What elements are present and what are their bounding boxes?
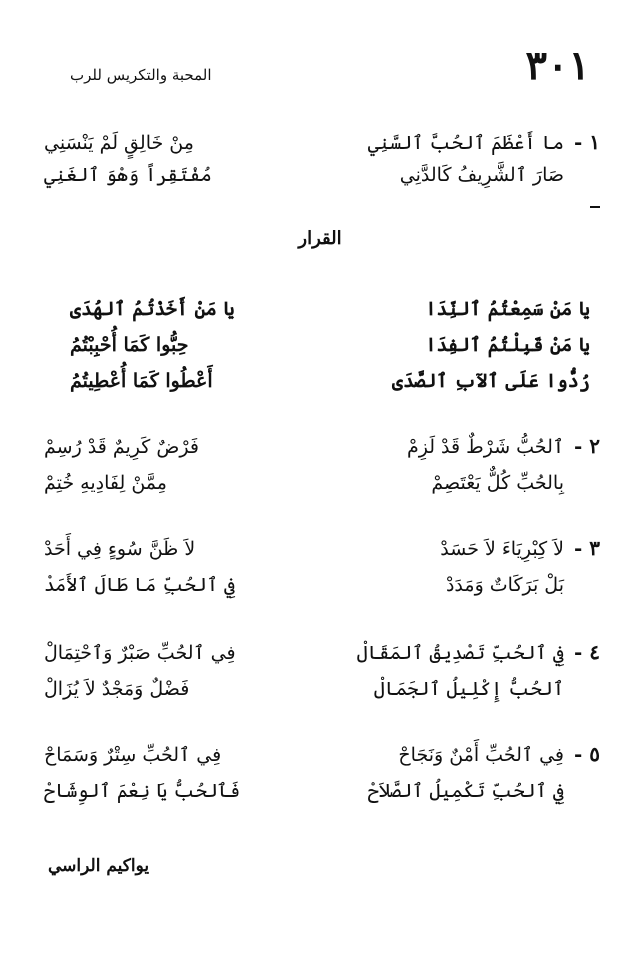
first-hemistich: بَلْ بَرَكَاتٌ وَمَدَدْ [445,574,564,596]
first-hemistich: بِالحُبِّ كُلٌّ يَعْتَصِمْ [431,472,564,494]
stanza-number: ٢ - [573,434,600,458]
stanza-number: ١ - [573,130,600,154]
first-hemistich: فِي ٱلحُبِّ تَكْمِيلُ ٱلصَّلاَحْ [367,780,564,802]
verse-line [44,672,564,706]
verse-line [44,532,564,566]
verse-line [44,430,564,464]
first-hemistich: فِي ٱلحُبِّ أَمْنٌ وَنَجَاحْ [398,744,564,766]
verse-line [70,364,590,398]
first-hemistich: صَارَ ٱلشَّرِيفُ كَالدَّنِي [399,164,564,186]
author-name: يواكيم الراسي [48,856,150,876]
first-hemistich: ما أَعْظَمَ ٱلحُبَّ ٱلسَّنِي [367,132,564,154]
verse-line [44,568,564,602]
refrain-title: القرار [298,228,342,249]
second-hemistich: يا مَنْ أَخَذْتُمُ ٱلهُدَى [70,298,235,320]
second-hemistich: فِي ٱلحُبِّ سِتْرٌ وَسَمَاحْ [44,744,222,766]
verse-line [70,292,590,326]
second-hemistich: فَرْضٌ كَرِيمٌ قَدْ رُسِمْ [44,436,199,458]
verse-line [44,636,564,670]
second-hemistich: حِبُّوا كَمَا أُحْبِبْتُمُ [70,334,189,356]
first-hemistich: ٱلحُبُّ إِكْلِيلُ ٱلجَمَالْ [373,678,564,700]
first-hemistich: يا مَنْ قَبِلْتُمُ ٱلفِدَا [425,334,590,356]
verse-line [44,774,564,808]
verse-line [44,738,564,772]
stanza-number: ٥ - [573,742,600,766]
first-hemistich: ٱلحُبُّ شَرْطٌ قَدْ لَزِمْ [406,436,564,458]
second-hemistich: مِمَّنْ لِفَادِيهِ خُتِمْ [44,472,167,494]
second-hemistich: مِنْ خَالِقٍ لَمْ يَنْسَنِي [44,132,194,154]
second-hemistich: لاَ ظَنَّ سُوءٍ فِي أَحَدْ [44,538,196,560]
first-hemistich: رُدُّوا عَلَى ٱلآبِ ٱلصَّدَى [392,370,590,392]
page-number: ٣٠١ [525,42,590,89]
first-hemistich: لاَ كِبْرِيَاءَ لاَ حَسَدْ [440,538,564,560]
verse-line [44,466,564,500]
second-hemistich: فِي ٱلحُبِّ صَبْرٌ وَٱحْتِمَالْ [44,642,236,664]
verse-line [70,328,590,362]
second-hemistich: أَعْطُوا كَمَا أُعْطِيتُمُ [70,370,213,392]
verse-line [44,158,564,192]
stanza-number: ٣ - [573,536,600,560]
stanza-number: ٤ - [573,640,600,664]
running-head: المحبة والتكريس للرب [70,66,212,84]
first-hemistich: يا مَنْ سَمِعْتُمُ ٱلنِّدَا [425,298,590,320]
first-hemistich: فِي ٱلحُبِّ تَصْدِيقُ ٱلمَقَالْ [356,642,564,664]
second-hemistich: فَٱلحُبُّ يَا نِعْمَ ٱلوِشَاحْ [44,780,241,802]
second-hemistich: فِي ٱلحُبِّ مَا طَالَ ٱلأَمَدْ [44,574,236,596]
second-hemistich: مُفْتَقِراً وَهْوَ ٱلغَنِي [44,164,212,186]
second-hemistich: فَضْلٌ وَمَجْدٌ لاَ يُزَالْ [44,678,190,700]
verse-line [44,126,564,160]
separator-dash [590,206,600,208]
